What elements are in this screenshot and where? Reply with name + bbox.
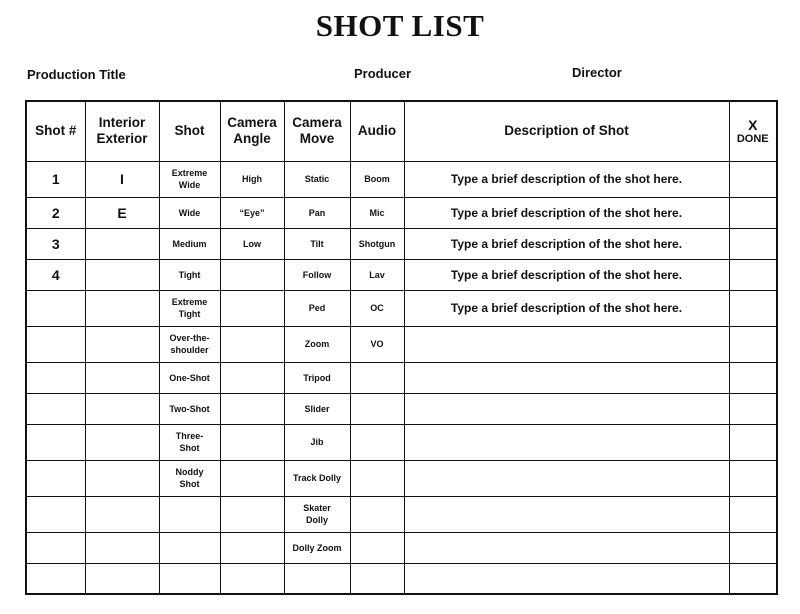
header-camera-angle: Camera Angle bbox=[220, 101, 284, 161]
cell-camera-move: Skater Dolly bbox=[284, 496, 350, 532]
cell-done bbox=[729, 197, 777, 228]
cell-camera-move: Tripod bbox=[284, 362, 350, 393]
cell-camera-angle bbox=[220, 496, 284, 532]
table-row bbox=[26, 326, 777, 362]
table-row bbox=[26, 259, 777, 290]
cell-done bbox=[729, 326, 777, 362]
cell-camera-move: Static bbox=[284, 161, 350, 197]
cell-shot: Noddy Shot bbox=[159, 460, 220, 496]
cell-camera-angle bbox=[220, 532, 284, 563]
producer-label: Producer bbox=[354, 66, 412, 81]
cell-description: Type a brief description of the shot here. bbox=[404, 228, 729, 259]
cell-description bbox=[404, 532, 729, 563]
cell-shot-number bbox=[26, 424, 85, 460]
cell-interior-exterior bbox=[85, 259, 159, 290]
cell-camera-move: Tilt bbox=[284, 228, 350, 259]
cell-shot-number: 4 bbox=[26, 259, 85, 290]
cell-shot-number bbox=[26, 362, 85, 393]
table-row bbox=[26, 393, 777, 424]
cell-audio: OC bbox=[350, 290, 404, 326]
cell-camera-move: Slider bbox=[284, 393, 350, 424]
table-row bbox=[26, 424, 777, 460]
cell-camera-angle bbox=[220, 563, 284, 594]
cell-shot-number: 1 bbox=[26, 161, 85, 197]
cell-camera-angle: Low bbox=[220, 228, 284, 259]
done-x-mark: X bbox=[748, 116, 758, 133]
cell-description bbox=[404, 563, 729, 594]
cell-interior-exterior bbox=[85, 424, 159, 460]
cell-audio: Mic bbox=[350, 197, 404, 228]
cell-shot: Over-the- shoulder bbox=[159, 326, 220, 362]
cell-camera-angle bbox=[220, 259, 284, 290]
cell-camera-move: Pan bbox=[284, 197, 350, 228]
cell-camera-angle bbox=[220, 460, 284, 496]
table-row bbox=[26, 532, 777, 563]
cell-shot: Tight bbox=[159, 259, 220, 290]
table-row bbox=[26, 563, 777, 594]
cell-shot: Two-Shot bbox=[159, 393, 220, 424]
cell-shot: Three- Shot bbox=[159, 424, 220, 460]
cell-camera-move: Follow bbox=[284, 259, 350, 290]
cell-done bbox=[729, 532, 777, 563]
cell-interior-exterior bbox=[85, 362, 159, 393]
cell-done bbox=[729, 460, 777, 496]
cell-description: Type a brief description of the shot here. bbox=[404, 197, 729, 228]
table-body bbox=[26, 161, 777, 594]
header-shot: Shot bbox=[159, 101, 220, 161]
cell-audio bbox=[350, 563, 404, 594]
cell-camera-move: Jib bbox=[284, 424, 350, 460]
cell-interior-exterior bbox=[85, 228, 159, 259]
cell-shot: Extreme Wide bbox=[159, 161, 220, 197]
cell-shot: Medium bbox=[159, 228, 220, 259]
cell-done bbox=[729, 496, 777, 532]
cell-shot-number: 3 bbox=[26, 228, 85, 259]
cell-audio: VO bbox=[350, 326, 404, 362]
cell-camera-angle bbox=[220, 326, 284, 362]
cell-camera-angle bbox=[220, 393, 284, 424]
cell-done bbox=[729, 563, 777, 594]
cell-shot-number bbox=[26, 326, 85, 362]
cell-audio: Shotgun bbox=[350, 228, 404, 259]
cell-shot-number bbox=[26, 290, 85, 326]
cell-audio bbox=[350, 496, 404, 532]
cell-done bbox=[729, 393, 777, 424]
cell-audio: Boom bbox=[350, 161, 404, 197]
cell-camera-angle bbox=[220, 290, 284, 326]
cell-interior-exterior bbox=[85, 496, 159, 532]
header-shot-number: Shot # bbox=[26, 101, 85, 161]
cell-interior-exterior bbox=[85, 460, 159, 496]
cell-audio bbox=[350, 393, 404, 424]
table-row bbox=[26, 228, 777, 259]
cell-done bbox=[729, 424, 777, 460]
cell-shot-number bbox=[26, 460, 85, 496]
cell-interior-exterior bbox=[85, 532, 159, 563]
cell-done bbox=[729, 362, 777, 393]
cell-done bbox=[729, 228, 777, 259]
table-row bbox=[26, 290, 777, 326]
cell-shot: Wide bbox=[159, 197, 220, 228]
cell-description bbox=[404, 424, 729, 460]
cell-interior-exterior bbox=[85, 326, 159, 362]
header-description: Description of Shot bbox=[404, 101, 729, 161]
cell-interior-exterior bbox=[85, 563, 159, 594]
cell-done bbox=[729, 161, 777, 197]
cell-description bbox=[404, 362, 729, 393]
cell-shot-number bbox=[26, 563, 85, 594]
cell-description bbox=[404, 326, 729, 362]
cell-camera-move bbox=[284, 563, 350, 594]
cell-description bbox=[404, 496, 729, 532]
header-done bbox=[729, 101, 777, 161]
cell-shot bbox=[159, 563, 220, 594]
page-title: SHOT LIST bbox=[315, 8, 485, 43]
table-row bbox=[26, 362, 777, 393]
cell-description: Type a brief description of the shot here. bbox=[404, 290, 729, 326]
cell-camera-move: Ped bbox=[284, 290, 350, 326]
cell-audio bbox=[350, 460, 404, 496]
cell-camera-angle: “Eye” bbox=[220, 197, 284, 228]
header-interior-exterior: Interior Exterior bbox=[85, 101, 159, 161]
cell-camera-move: Track Dolly bbox=[284, 460, 350, 496]
cell-done bbox=[729, 259, 777, 290]
done-label: DONE bbox=[736, 132, 769, 145]
cell-audio: Lav bbox=[350, 259, 404, 290]
cell-shot-number: 2 bbox=[26, 197, 85, 228]
cell-shot-number bbox=[26, 393, 85, 424]
table-row bbox=[26, 197, 777, 228]
header-row bbox=[26, 101, 777, 161]
table-row bbox=[26, 460, 777, 496]
cell-shot: One-Shot bbox=[159, 362, 220, 393]
cell-interior-exterior bbox=[85, 290, 159, 326]
table-row bbox=[26, 161, 777, 197]
cell-camera-move: Zoom bbox=[284, 326, 350, 362]
cell-interior-exterior: I bbox=[85, 161, 159, 197]
cell-description: Type a brief description of the shot here. bbox=[404, 161, 729, 197]
cell-audio bbox=[350, 362, 404, 393]
cell-shot: Extreme Tight bbox=[159, 290, 220, 326]
cell-done bbox=[729, 290, 777, 326]
cell-shot bbox=[159, 496, 220, 532]
cell-audio bbox=[350, 424, 404, 460]
shot-list-table bbox=[25, 100, 778, 595]
table-row bbox=[26, 496, 777, 532]
cell-interior-exterior: E bbox=[85, 197, 159, 228]
cell-description bbox=[404, 460, 729, 496]
cell-description bbox=[404, 393, 729, 424]
production-title-label: Production Title bbox=[27, 67, 126, 82]
director-label: Director bbox=[572, 65, 622, 80]
header-camera-move: Camera Move bbox=[284, 101, 350, 161]
header-audio: Audio bbox=[350, 101, 404, 161]
cell-shot-number bbox=[26, 496, 85, 532]
cell-camera-angle bbox=[220, 424, 284, 460]
cell-camera-angle: High bbox=[220, 161, 284, 197]
cell-camera-angle bbox=[220, 362, 284, 393]
cell-audio bbox=[350, 532, 404, 563]
cell-shot bbox=[159, 532, 220, 563]
cell-description: Type a brief description of the shot here. bbox=[404, 259, 729, 290]
cell-shot-number bbox=[26, 532, 85, 563]
cell-camera-move: Dolly Zoom bbox=[284, 532, 350, 563]
cell-interior-exterior bbox=[85, 393, 159, 424]
